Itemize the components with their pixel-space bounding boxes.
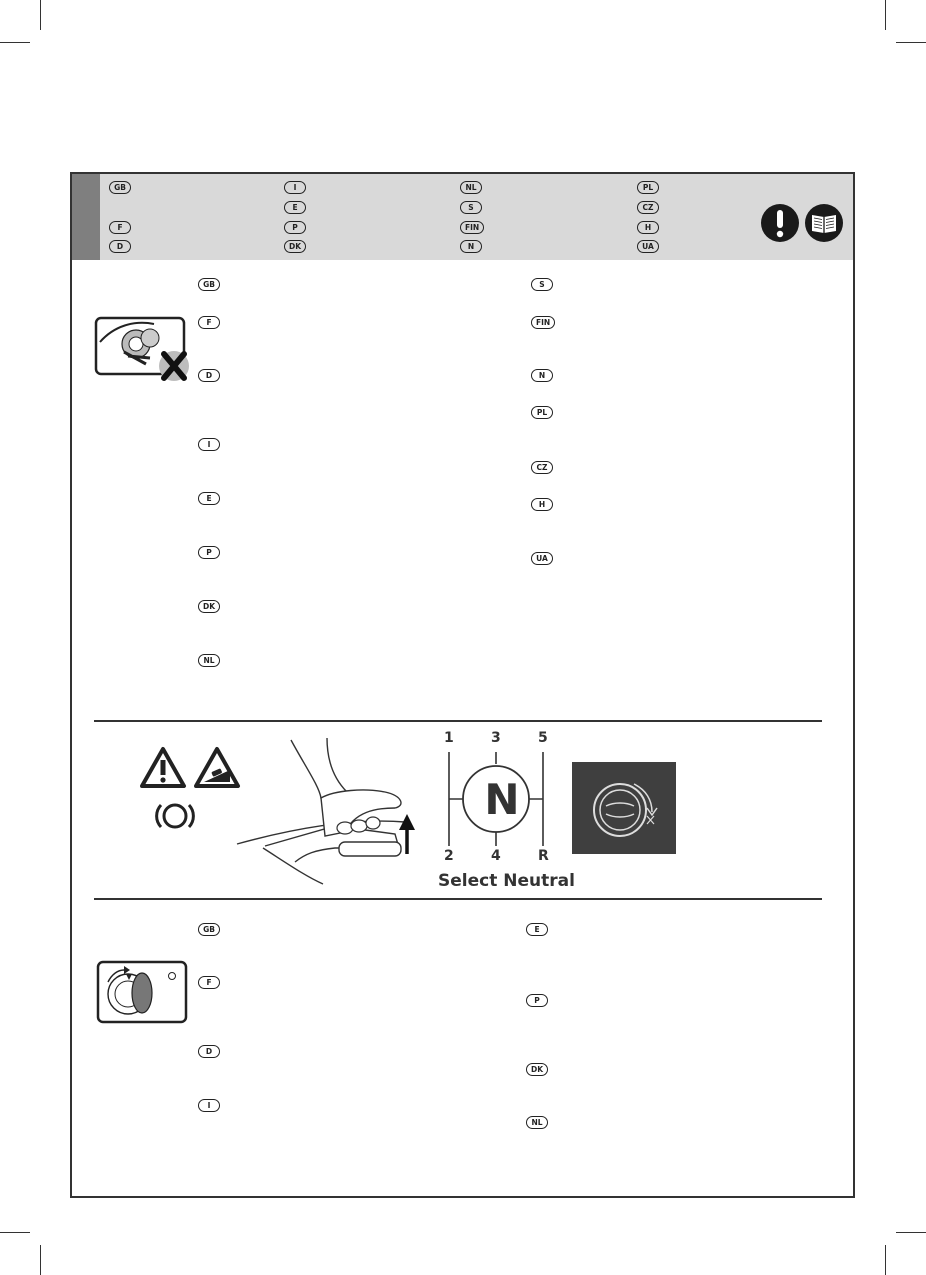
crop-mark (0, 1232, 30, 1233)
brake-warning-icon (152, 798, 198, 834)
lang-badge: F (198, 316, 220, 329)
lang-badge: I (198, 438, 220, 451)
lang-badge: GB (198, 278, 220, 291)
lang-badge: F (109, 221, 131, 234)
battery-disconnect-prohibited-icon (94, 316, 190, 380)
handbrake-hand-illustration (235, 736, 445, 886)
lang-badge: E (198, 492, 220, 505)
lang-badge: D (198, 1045, 220, 1058)
gear-number: R (538, 848, 549, 864)
gear-number: 2 (444, 848, 454, 864)
lang-badge: H (531, 498, 553, 511)
lang-badge: UA (637, 240, 659, 253)
lang-badge: PL (637, 181, 659, 194)
select-neutral-caption: Select Neutral (438, 871, 575, 891)
lang-badge: E (284, 201, 306, 214)
lang-badge: CZ (637, 201, 659, 214)
lang-badge: NL (198, 654, 220, 667)
slope-warning-icon (194, 746, 240, 788)
rotary-dial-icon (96, 960, 188, 1024)
lang-badge: S (460, 201, 482, 214)
crop-mark (40, 1245, 41, 1275)
lang-badge: CZ (531, 461, 553, 474)
lang-badge: E (526, 923, 548, 936)
lang-badge: DK (526, 1063, 548, 1076)
crop-mark (0, 42, 30, 43)
divider (94, 898, 822, 900)
lang-badge: I (284, 181, 306, 194)
lang-badge: NL (460, 181, 482, 194)
lang-badge: DK (284, 240, 306, 253)
lang-badge: FIN (460, 221, 484, 234)
lang-badge: GB (109, 181, 131, 194)
lang-badge: I (198, 1099, 220, 1112)
lang-badge: S (531, 278, 553, 291)
lang-badge: D (198, 369, 220, 382)
lang-badge: UA (531, 552, 553, 565)
lang-badge: P (526, 994, 548, 1007)
language-header (72, 174, 853, 260)
crop-mark (885, 0, 886, 30)
lang-badge: N (460, 240, 482, 253)
page-frame (70, 172, 855, 1198)
lang-badge: FIN (531, 316, 555, 329)
lang-badge: H (637, 221, 659, 234)
crop-mark (885, 1245, 886, 1275)
gear-number: 5 (538, 730, 548, 746)
lang-badge: D (109, 240, 131, 253)
rotary-knob-icon (572, 762, 676, 854)
lang-badge: P (284, 221, 306, 234)
warning-triangle-icon (140, 746, 186, 788)
crop-mark (40, 0, 41, 30)
crop-mark (896, 42, 926, 43)
lang-badge: GB (198, 923, 220, 936)
gear-number: 3 (491, 730, 501, 746)
warning-exclamation-icon (761, 204, 799, 242)
lang-badge: NL (526, 1116, 548, 1129)
lang-badge: N (531, 369, 553, 382)
neutral-label: N (484, 775, 520, 824)
lang-badge: F (198, 976, 220, 989)
crop-mark (896, 1232, 926, 1233)
manual-book-icon (805, 204, 843, 242)
gear-number: 1 (444, 730, 454, 746)
header-strip (72, 174, 100, 260)
divider (94, 720, 822, 722)
lang-badge: P (198, 546, 220, 559)
lang-badge: DK (198, 600, 220, 613)
dial-panel (572, 762, 676, 854)
lang-badge: PL (531, 406, 553, 419)
gear-number: 4 (491, 848, 501, 864)
